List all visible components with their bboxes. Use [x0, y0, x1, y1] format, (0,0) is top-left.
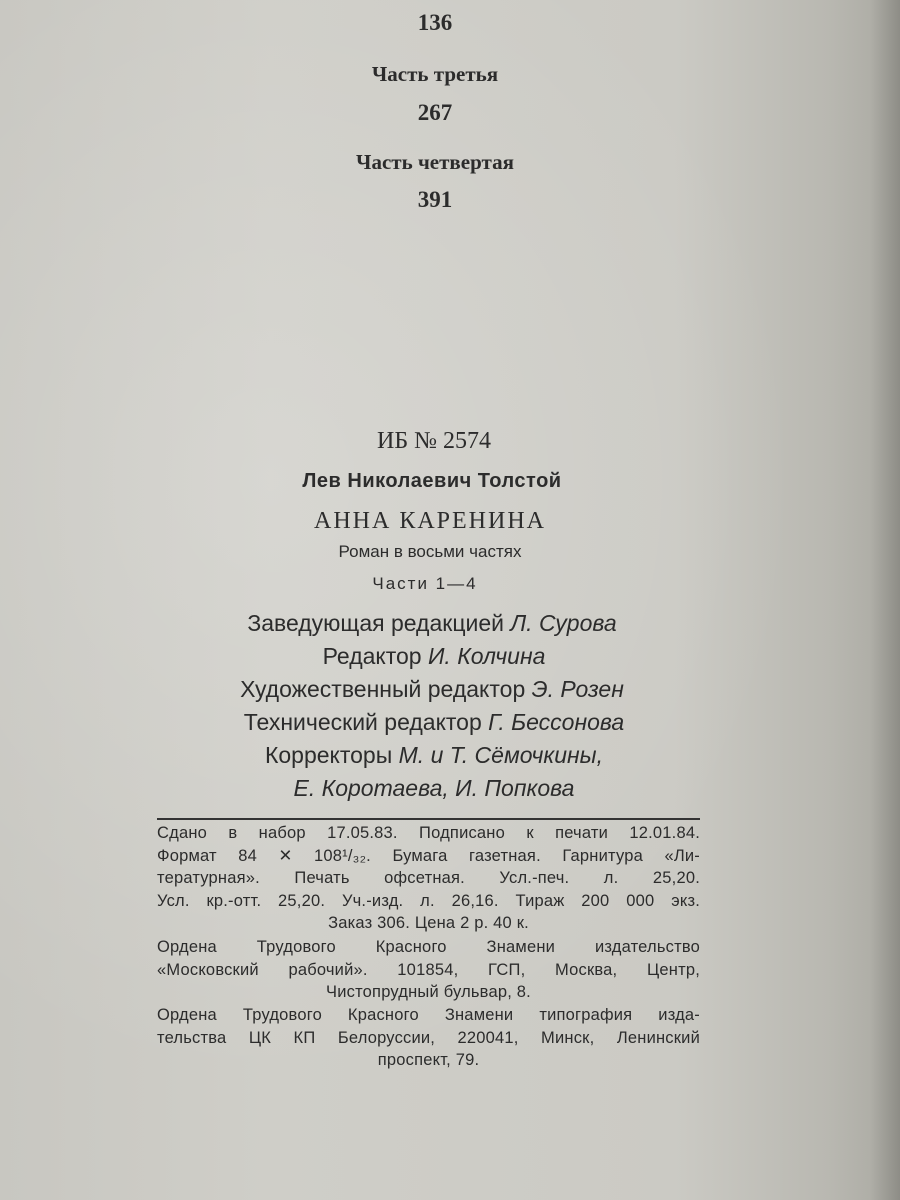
imprint-line: тельства ЦК КП Белоруссии, 220041, Минск, Ленинский — [157, 1028, 700, 1047]
page-edge-shadow — [870, 0, 900, 1200]
credit-name: И. Колчина — [427, 643, 546, 669]
toc-page-number: 391 — [417, 187, 453, 212]
volume-parts: Части 1—4 — [372, 574, 478, 593]
credit-role: Заведующая редакцией — [247, 610, 504, 636]
imprint-line: Сдано в набор 17.05.83. Подписано к печати 12.01.84. — [157, 824, 700, 842]
credit-name: Е. Коротаева, И. Попкова — [293, 775, 575, 801]
credit-role: Технический редактор — [243, 709, 482, 735]
credit-name: Э. Розен — [531, 676, 624, 702]
credit-line — [0, 709, 884, 736]
credit-role: Редактор — [322, 643, 422, 669]
credit-line — [0, 775, 884, 802]
author-name: Лев Николаевич Толстой — [302, 470, 562, 492]
credit-line — [0, 643, 884, 670]
imprint-technical — [157, 822, 700, 935]
toc-page-number: 267 — [417, 100, 453, 125]
imprint-line: тературная». Печать офсетная. Усл.-печ. л. 25,20. — [157, 869, 700, 887]
credit-line — [0, 742, 884, 769]
toc-page-number: 136 — [417, 10, 453, 35]
credit-name: Г. Бессонова — [488, 709, 625, 735]
toc-part-three: Часть третья — [371, 62, 499, 86]
imprint-line: проспект, 79. — [377, 1051, 480, 1069]
imprint-publisher — [157, 936, 700, 1004]
imprint-line: Усл. кр.-отт. 25,20. Уч.-изд. л. 26,16. Тираж 200 000 экз. — [157, 891, 700, 910]
book-subtitle: Роман в восьми частях — [338, 542, 522, 561]
credit-role: Художественный редактор — [240, 676, 526, 702]
credit-line — [0, 610, 882, 637]
ib-number: ИБ № 2574 — [376, 428, 491, 454]
imprint-line: «Московский рабочий». 101854, ГСП, Москва, Центр, — [157, 960, 700, 979]
credit-role: Корректоры — [264, 742, 393, 768]
book-title: АННА КАРЕНИНА — [313, 508, 546, 534]
credit-name: Л. Сурова — [510, 610, 617, 636]
imprint-line: Чистопрудный бульвар, 8. — [326, 983, 531, 1001]
credit-line — [0, 676, 882, 703]
credit-name: М. и Т. Сёмочкины, — [398, 742, 604, 768]
imprint-line: Ордена Трудового Красного Знамени типография изда- — [157, 1006, 700, 1024]
divider-rule — [157, 818, 700, 820]
imprint-line: Заказ 306. Цена 2 р. 40 к. — [328, 914, 529, 932]
imprint-line: Формат 84 ✕ 108¹/₃₂. Бумага газетная. Гарнитура «Ли- — [157, 846, 700, 865]
imprint-printer — [157, 1004, 700, 1072]
toc-part-four: Часть четвертая — [356, 150, 514, 174]
imprint-line: Ордена Трудового Красного Знамени издательство — [157, 938, 700, 956]
